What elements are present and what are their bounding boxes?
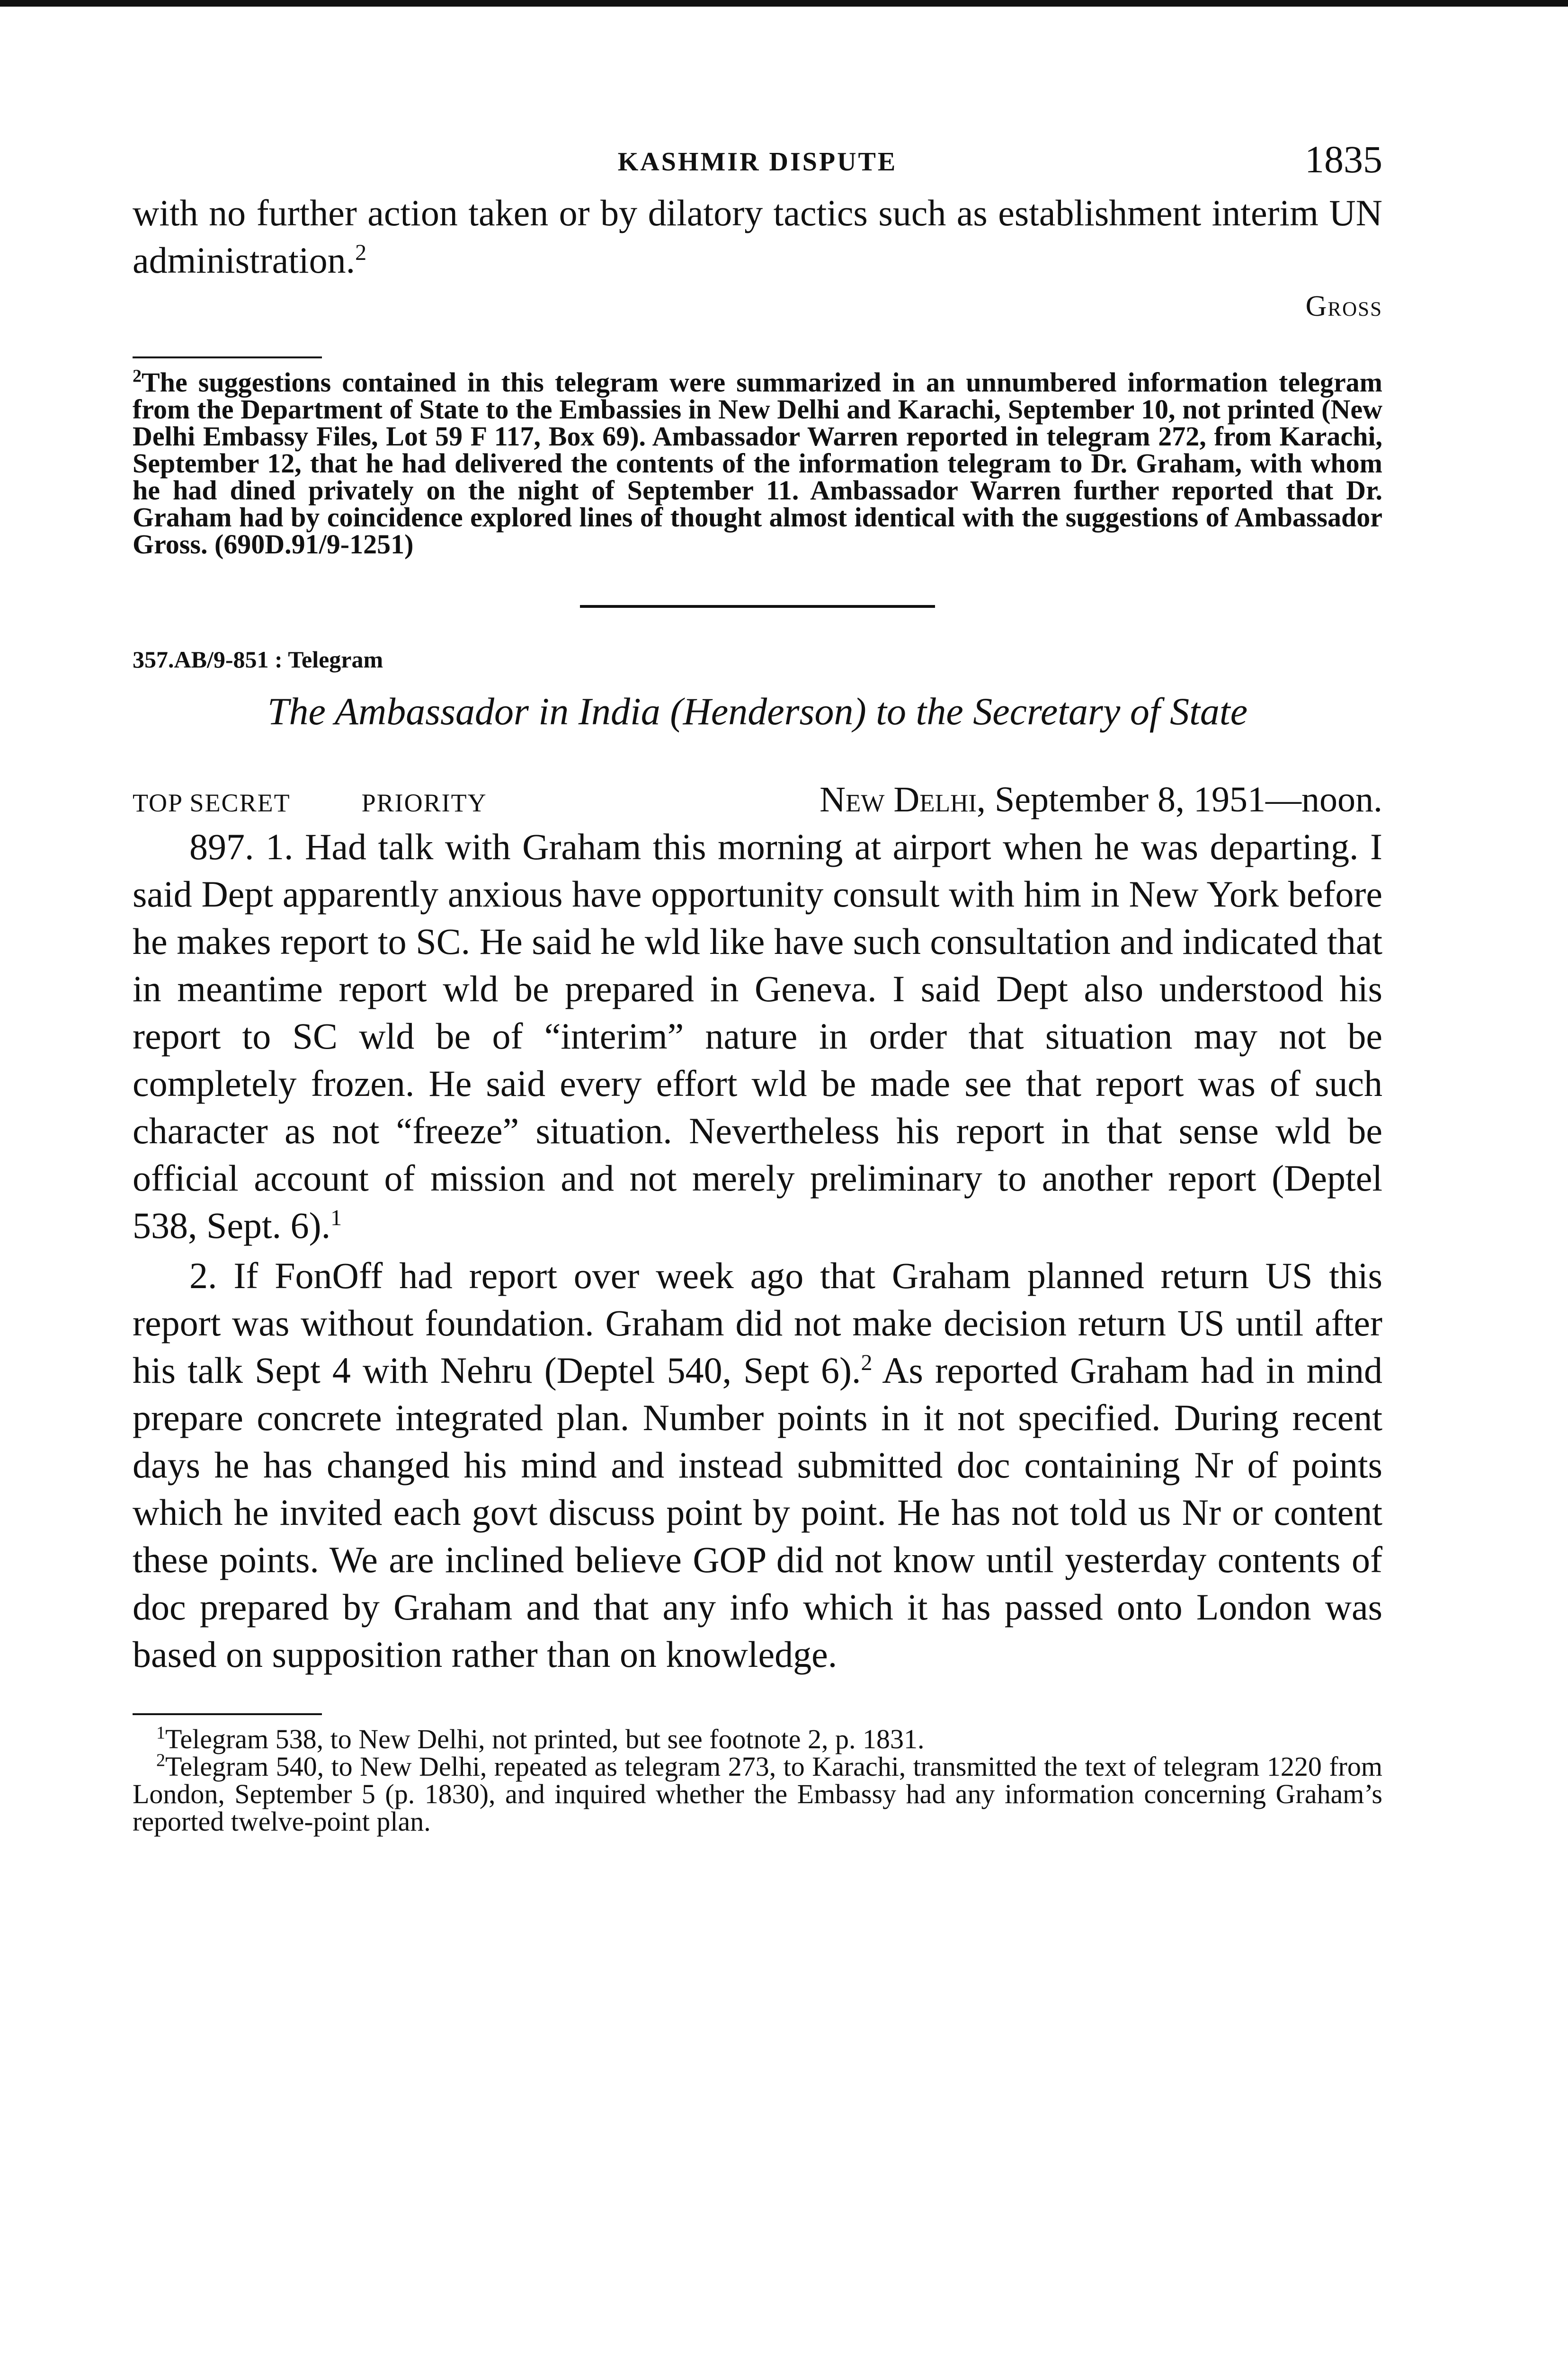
dateline [820, 779, 1382, 820]
file-reference: 357.AB/9-851 : Telegram [133, 646, 383, 673]
footnote-ref-1: 1 [330, 1205, 342, 1230]
footnote-text: The suggestions contained in this telegram were summarized in an unnumbered information telegram from the Department of State to the Embassies in New Delhi and Karachi, September 10, not printed (New Delhi Embassy Files, Lot 59 F 117, Box 69). Ambassador Warren reported in telegram 272, from Karachi, September 12, that he had delivered the contents of the information telegram to Dr. Graham, with whom he had dined privately on the night of September 11. Ambassador Warren further reported that Dr. Graham had by coincidence explored lines of thought almost identical with the suggestions of Ambassador Gross. (690D.91/9-1251) [133, 367, 1382, 560]
classification [133, 788, 487, 818]
paragraph-1 [133, 823, 1382, 1249]
page-number: 1835 [1305, 138, 1382, 181]
document-title: The Ambassador in India (Henderson) to the Secretary of State [267, 690, 1248, 733]
section-divider [580, 605, 935, 608]
priority-label: PRIORITY [361, 789, 487, 817]
top-border-rule [0, 0, 1568, 7]
footnote-rule [133, 356, 322, 358]
top-footnote [133, 366, 1382, 560]
bottom-footnote-1 [133, 1723, 1382, 1754]
bottom-footnote-2-mark: 2 [156, 1750, 165, 1771]
page-content [133, 128, 1382, 1835]
bottom-footnote-rule [133, 1713, 322, 1715]
paragraph-2 [133, 1252, 1382, 1678]
continued-text: with no further action taken or by dilatory tactics such as establishment interim UN administration. [133, 192, 1382, 281]
signature: Gross [1305, 290, 1382, 322]
footnote-ref-2b: 2 [861, 1350, 873, 1375]
dateline-row [133, 779, 1382, 820]
paragraph-2-text-a: 2. If FonOff had report over week ago that Graham planned return US this report was without foundation. Graham did not make decision return US until after his talk Sept 4 with Nehru (Deptel 540, Sept 6). [133, 1255, 1382, 1391]
footnote-mark: 2 [133, 366, 142, 386]
bottom-footnote-2-text: Telegram 540, to New Delhi, repeated as telegram 273, to Karachi, transmitted the text of telegram 1220 from London, September 5 (p. 1830), and inquired whether the Embassy had any information concerning Graham’s reported twelve-point plan. [133, 1751, 1382, 1837]
dateline-place: New Delhi, [820, 780, 986, 819]
bottom-footnote-1-text: Telegram 538, to New Delhi, not printed, but see footnote 2, p. 1831. [165, 1724, 925, 1754]
dateline-date: September 8, 1951—noon. [994, 780, 1382, 819]
paragraph-2-text-b: As reported Graham had in mind prepare concrete integrated plan. Number points in it not specified. During recent days he has changed his mind and instead submitted doc containing Nr of points which he invited each govt discuss point by point. He has not told us Nr or content these points. We are inclined believe GOP did not know until yesterday contents of doc prepared by Graham and that any info which it has passed onto London was based on supposition rather than on knowledge. [133, 1350, 1382, 1675]
continued-paragraph [133, 189, 1382, 284]
footnote-ref-2: 2 [355, 240, 367, 265]
bottom-footnote-1-mark: 1 [156, 1723, 165, 1743]
classification-label: TOP SECRET [133, 789, 291, 817]
running-head [133, 128, 1382, 185]
paragraph-1-text: 897. 1. Had talk with Graham this morning at airport when he was departing. I said Dept apparently anxious have opportunity consult with him in New York before he makes report to SC. He said he wld like have such consultation and indicated that in meantime report wld be prepared in Geneva. I said Dept also understood his report to SC wld be of “interim” nature in order that situation may not be completely frozen. He said every effort wld be made see that report was of such character as not “freeze” situation. Nevertheless his report in that sense wld be official account of mission and not merely preliminary to another report (Deptel 538, Sept. 6). [133, 826, 1382, 1246]
running-title: KASHMIR DISPUTE [617, 147, 898, 177]
bottom-footnote-2 [133, 1750, 1382, 1837]
